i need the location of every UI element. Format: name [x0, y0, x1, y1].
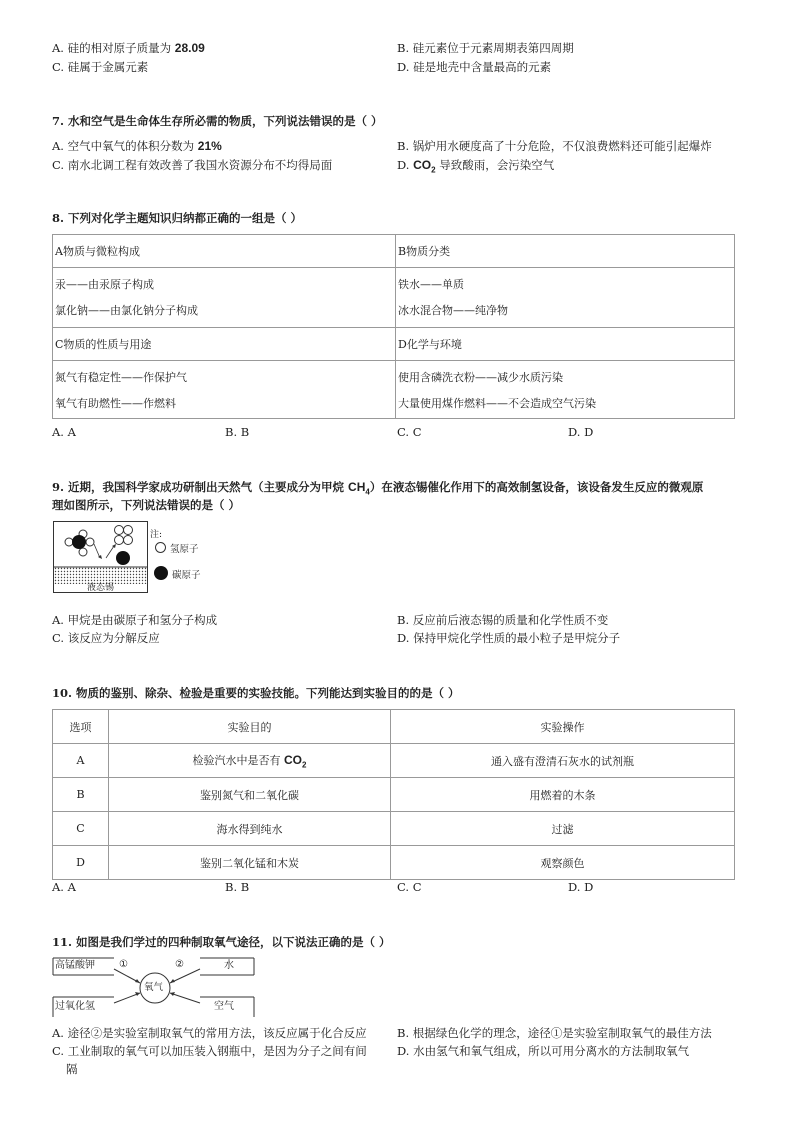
- q9-legend-carbon-label: 碳原子: [172, 570, 201, 581]
- q11-option-c-line1: C. 工业制取的氧气可以加压装入钢瓶中，是因为分子之间有间: [52, 1044, 367, 1058]
- q6-option-a: [52, 40, 205, 56]
- q7-co2-text: CO: [413, 158, 432, 172]
- q8-d-line1: 使用含磷洗衣粉——减少水质污染: [398, 371, 563, 384]
- q10-row-c-operation: 过滤: [391, 812, 735, 846]
- q10-co2-sub: 2: [302, 760, 307, 770]
- table-row: [53, 778, 735, 812]
- q9-stem-post: ）在液态锡催化作用下的高效制氢设备，该设备发生反应的微观原: [369, 480, 704, 494]
- q8-option-b: B. B: [225, 425, 250, 439]
- q7-option-a-value: 21%: [197, 139, 222, 153]
- q6-option-a-value: 28.09: [174, 41, 205, 55]
- q11-box-kmno4: 高锰酸钾: [55, 960, 95, 971]
- q8-stem: 8. 下列对化学主题知识归纳都正确的一组是（ ）: [52, 211, 303, 225]
- q9-tin-label: 液态锡: [86, 583, 114, 593]
- q10-option-a: A. A: [52, 880, 76, 894]
- q9-diagram-svg: [54, 522, 147, 592]
- table-row: [53, 744, 735, 778]
- q10-option-b: B. B: [225, 880, 250, 894]
- q11-option-d: D. 水由氢气和氧气组成，所以可用分离水的方法制取氧气: [397, 1044, 690, 1058]
- q10-row-a-operation: 通入盛有澄清石灰水的试剂瓶: [391, 744, 735, 778]
- q8-option-d: D. D: [568, 425, 594, 439]
- liquid-tin-layer: [54, 567, 147, 584]
- q9-option-a: A. 甲烷是由碳原子和氢分子构成: [52, 613, 218, 627]
- q10-row-c-option: C: [53, 812, 109, 846]
- q6-option-a-text: A. 硅的相对原子质量为: [52, 41, 172, 55]
- q7-option-a: [52, 138, 222, 154]
- q8-cell-a-body: [53, 268, 396, 328]
- q7-co2-formula: [413, 158, 436, 175]
- q8-b-line1: 铁水——单质: [398, 278, 464, 291]
- q9-option-d: D. 保持甲烷化学性质的最小粒子是甲烷分子: [397, 631, 621, 645]
- q10-row-c-goal: 海水得到纯水: [109, 812, 391, 846]
- q9-legend-hydrogen-label: 氢原子: [170, 544, 199, 555]
- q11-path-2-label: ②: [175, 959, 184, 970]
- q7-co2-sub: 2: [431, 165, 436, 175]
- q7-option-d-text: 导致酸雨，会污染空气: [439, 158, 555, 172]
- q9-stem-line2: 理如图所示，下列说法错误的是（ ）: [52, 498, 241, 512]
- q11-box-air: 空气: [214, 1001, 234, 1012]
- q10-row-d-goal: 鉴别二氧化锰和木炭: [109, 846, 391, 880]
- q10-stem: 10. 物质的鉴别、除杂、检验是重要的实验技能。下列能达到实验目的的是（ ）: [52, 686, 460, 700]
- q10-option-d: D. D: [568, 880, 594, 894]
- q10-row-a-goal-text: 检验汽水中是否有: [192, 753, 281, 767]
- q11-box-water: 水: [224, 960, 234, 971]
- table-row: [53, 812, 735, 846]
- q9-legend-title: 注:: [150, 530, 163, 540]
- q7-option-d-label: D.: [397, 158, 410, 172]
- q8-cell-b-title: B物质分类: [396, 235, 735, 268]
- q8-d-line2: 大量使用煤作燃料——不会造成空气污染: [398, 397, 596, 410]
- q8-cell-d-body: [396, 361, 735, 419]
- q6-option-b: B. 硅元素位于元素周期表第四周期: [397, 41, 574, 55]
- q10-row-b-goal: 鉴别氮气和二氧化碳: [109, 778, 391, 812]
- q10-header-goal: 实验目的: [109, 710, 391, 744]
- hydrogen-atom-icon: [79, 548, 87, 556]
- q10-co2-formula: [284, 752, 307, 770]
- q10-co2-text: CO: [284, 752, 303, 767]
- q11-stem: 11. 如图是我们学过的四种制取氧气途径，以下说法正确的是（ ）: [52, 935, 391, 949]
- q9-legend-hydrogen-icon: [155, 542, 166, 553]
- hydrogen-atom-icon: [115, 526, 124, 535]
- q10-row-d-option: D: [53, 846, 109, 880]
- q11-option-c-line2: 隔: [66, 1062, 78, 1076]
- q11-center-oxygen: 氧气: [144, 982, 164, 993]
- q6-option-d: D. 硅是地壳中含量最高的元素: [397, 60, 552, 74]
- hydrogen-atom-icon: [65, 538, 73, 546]
- carbon-atom-icon: [72, 535, 86, 549]
- q9-option-c: C. 该反应为分解反应: [52, 631, 160, 645]
- q8-b-line2: 冰水混合物——纯净物: [398, 304, 508, 317]
- q9-reaction-diagram: [53, 521, 148, 593]
- q7-option-a-text: A. 空气中氧气的体积分数为: [52, 139, 195, 153]
- q8-cell-c-body: [53, 361, 396, 419]
- q9-stem-pre: 9. 近期，我国科学家成功研制出天然气（主要成分为甲烷: [52, 480, 345, 494]
- q8-c-line2: 氧气有助燃性——作燃料: [55, 397, 176, 410]
- q9-ch4-formula: [348, 480, 370, 497]
- q9-option-b: B. 反应前后液态锡的质量和化学性质不变: [397, 613, 609, 627]
- q10-header-option: 选项: [53, 710, 109, 744]
- q8-cell-d-title: D化学与环境: [396, 328, 735, 361]
- hydrogen-atom-icon: [124, 526, 133, 535]
- hydrogen-atom-icon: [86, 538, 94, 546]
- q10-row-a-option: A: [53, 744, 109, 778]
- q11-option-b: B. 根据绿色化学的理念，途径①是实验室制取氧气的最佳方法: [397, 1026, 712, 1040]
- q8-option-a: A. A: [52, 425, 76, 439]
- q7-option-b: B. 锅炉用水硬度高了十分危险，不仅浪费燃料还可能引起爆炸: [397, 139, 712, 153]
- q9-ch4-text: CH: [348, 480, 366, 494]
- q11-box-h2o2: 过氧化氢: [55, 1001, 95, 1012]
- q8-table: [52, 234, 735, 419]
- table-row: [53, 846, 735, 880]
- q8-a-line2: 氯化钠——由氯化钠分子构成: [55, 304, 198, 317]
- q8-cell-a-title: A物质与微粒构成: [53, 235, 396, 268]
- q10-row-b-operation: 用燃着的木条: [391, 778, 735, 812]
- q8-option-c: C. C: [397, 425, 422, 439]
- q10-row-b-option: B: [53, 778, 109, 812]
- q10-header-operation: 实验操作: [391, 710, 735, 744]
- q8-cell-c-title: C物质的性质与用途: [53, 328, 396, 361]
- q10-table: [52, 709, 735, 880]
- q9-ch4-sub: 4: [365, 487, 370, 497]
- q11-path-1-label: ①: [119, 959, 128, 970]
- q8-c-line1: 氮气有稳定性——作保护气: [55, 371, 187, 384]
- q10-option-c: C. C: [397, 880, 422, 894]
- q10-row-d-operation: 观察颜色: [391, 846, 735, 880]
- q10-row-a-goal: [109, 744, 391, 778]
- carbon-atom-icon: [116, 551, 130, 565]
- q6-option-c: C. 硅属于金属元素: [52, 60, 149, 74]
- q7-option-d: [397, 157, 554, 178]
- q8-cell-b-body: [396, 268, 735, 328]
- q8-a-line1: 汞——由汞原子构成: [55, 278, 154, 291]
- q11-oxygen-diagram: [52, 955, 257, 1017]
- q7-stem: 7. 水和空气是生命体生存所必需的物质，下列说法错误的是（ ）: [52, 114, 383, 128]
- hydrogen-atom-icon: [115, 536, 124, 545]
- q9-legend-carbon-icon: [154, 566, 168, 580]
- hydrogen-atom-icon: [124, 536, 133, 545]
- q7-option-c: C. 南水北调工程有效改善了我国水资源分布不均得局面: [52, 158, 333, 172]
- q11-option-a: A. 途径②是实验室制取氧气的常用方法，该反应属于化合反应: [52, 1026, 367, 1040]
